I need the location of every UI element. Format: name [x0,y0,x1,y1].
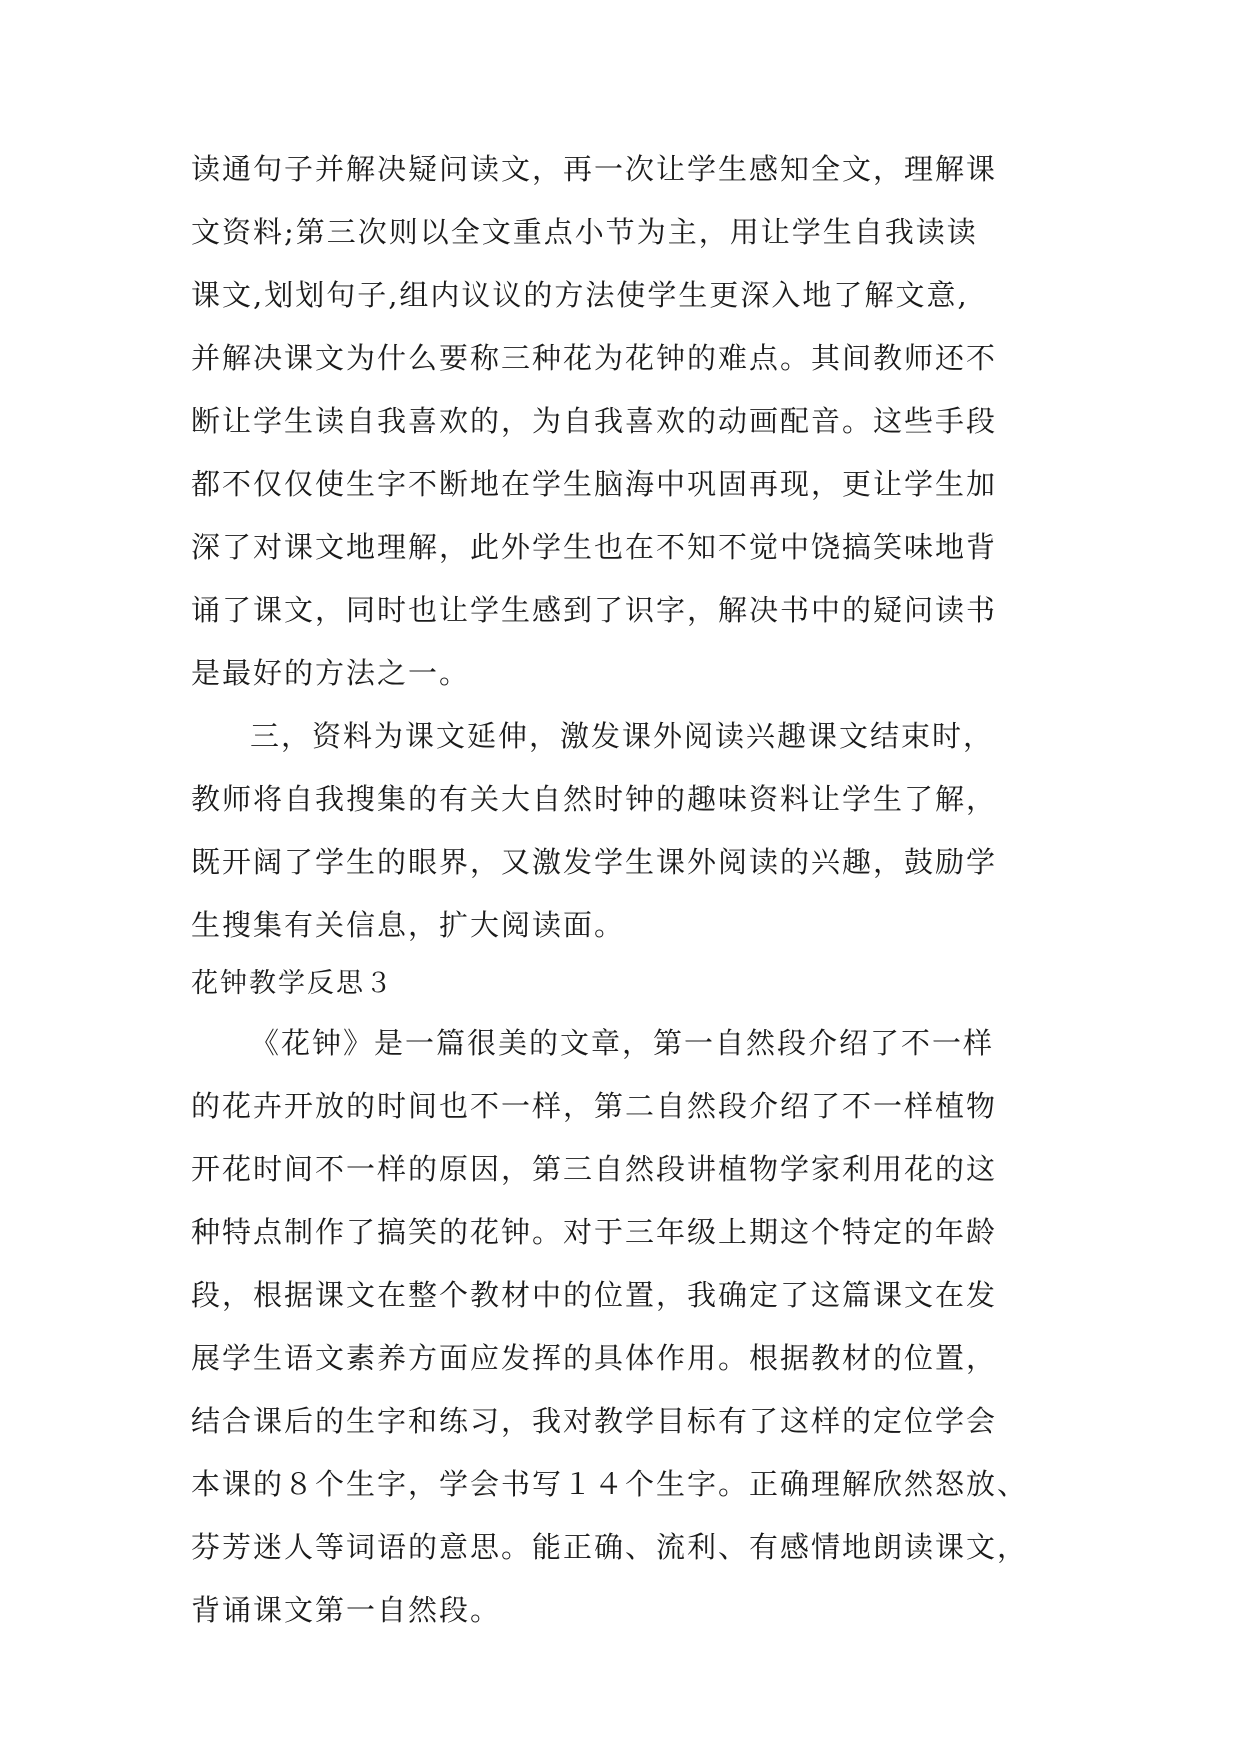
paragraph-first-line: 三，资料为课文延伸，激发课外阅读兴趣课文结束时， [250,719,995,753]
text-line: 背诵课文第一自然段。 [191,1593,502,1627]
text-line: 读通句子并解决疑问读文，再一次让学生感知全文，理解课 [191,152,998,186]
text-line: 结合课后的生字和练习，我对教学目标有了这样的定位学会 [191,1404,998,1438]
text-line: 断让学生读自我喜欢的，为自我喜欢的动画配音。这些手段 [191,404,998,438]
text-line: 芬芳迷人等词语的意思。能正确、流利、有感情地朗读课文， [191,1530,1029,1564]
text-line: 开花时间不一样的原因，第三自然段讲植物学家利用花的这 [191,1152,998,1186]
text-line: 展学生语文素养方面应发挥的具体作用。根据教材的位置， [191,1341,998,1375]
text-line: 深了对课文地理解，此外学生也在不知不觉中饶搞笑味地背 [191,530,998,564]
text-line: 的花卉开放的时间也不一样，第二自然段介绍了不一样植物 [191,1089,998,1123]
text-line: 并解决课文为什么要称三种花为花钟的难点。其间教师还不 [191,341,998,375]
text-line: 本课的８个生字，学会书写１４个生字。正确理解欣然怒放、 [191,1467,1029,1501]
section-heading: 花钟教学反思３ [191,968,394,999]
text-line: 诵了课文，同时也让学生感到了识字，解决书中的疑问读书 [191,593,998,627]
text-line: 种特点制作了搞笑的花钟。对于三年级上期这个特定的年龄 [191,1215,998,1249]
text-line: 文资料;第三次则以全文重点小节为主，用让学生自我读读 [191,215,978,249]
text-line: 段，根据课文在整个教材中的位置，我确定了这篇课文在发 [191,1278,998,1312]
text-line: 是最好的方法之一。 [191,656,471,690]
text-line: 既开阔了学生的眼界，又激发学生课外阅读的兴趣，鼓励学 [191,845,998,879]
paragraph-first-line: 《花钟》是一篇很美的文章，第一自然段介绍了不一样 [250,1026,995,1060]
text-line: 教师将自我搜集的有关大自然时钟的趣味资料让学生了解， [191,782,998,816]
text-line: 课文,划划句子,组内议议的方法使学生更深入地了解文意, [191,278,969,312]
text-line: 都不仅仅使生字不断地在学生脑海中巩固再现，更让学生加 [191,467,998,501]
text-line: 生搜集有关信息，扩大阅读面。 [191,908,626,942]
